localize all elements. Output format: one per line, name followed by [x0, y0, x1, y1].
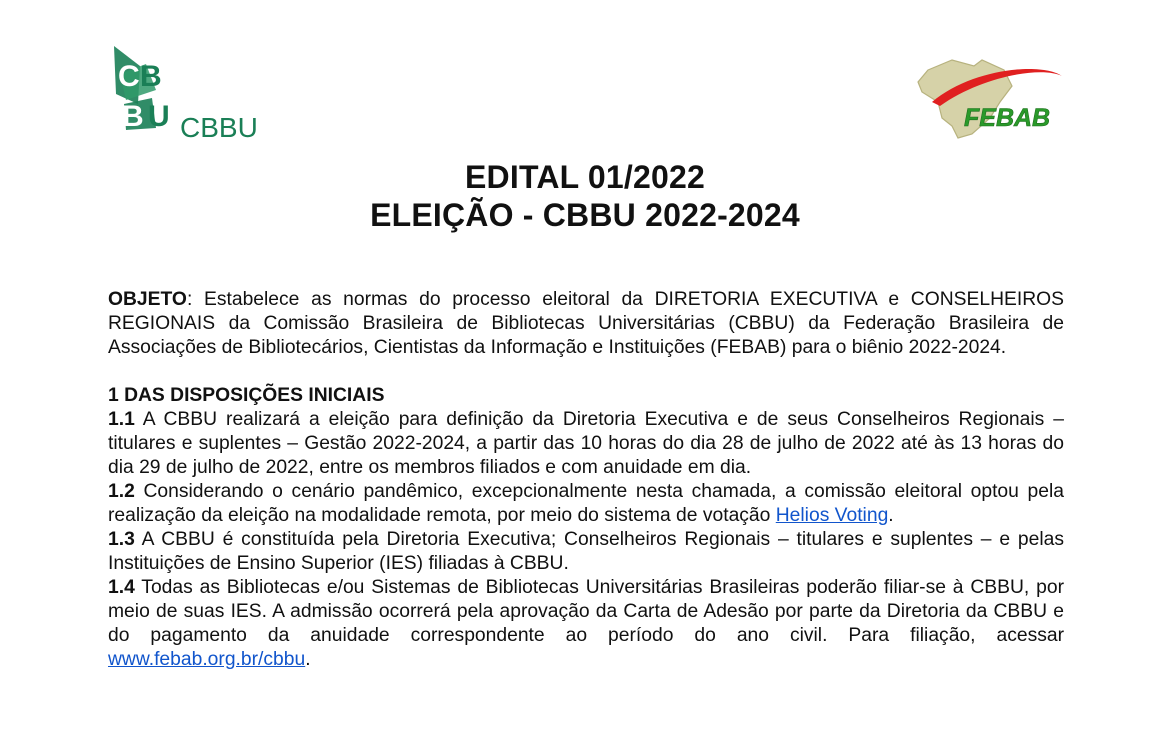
- febab-logo-text: FEBAB: [964, 104, 1051, 132]
- item-text: A CBBU é constituída pela Diretoria Executiva; Conselheiros Regionais – titulares e suplentes – e pelas Instituições de Ensino Superior (IES) filiadas à CBBU.: [108, 529, 1064, 574]
- item-1-4: [108, 576, 1064, 672]
- svg-text:C: C: [118, 60, 140, 93]
- febab-logo-graphic: [912, 56, 1068, 144]
- document-body: [108, 288, 1064, 672]
- item-number: 1.3: [108, 529, 135, 550]
- objeto-text: : Estabelece as normas do processo eleitoral da DIRETORIA EXECUTIVA e CONSELHEIROS REGIONAIS da Comissão Brasileira de Bibliotecas Universitárias (CBBU) da Federação Brasileira de Associações de Bibliotecários, Cientistas da Informação e Instituições (FEBAB) para o biênio 2022-2024.: [108, 289, 1064, 358]
- item-number: 1.1: [108, 409, 135, 430]
- item-text-after: .: [305, 649, 311, 670]
- objeto-paragraph: [108, 288, 1064, 360]
- section-heading: 1 DAS DISPOSIÇÕES INICIAIS: [108, 385, 385, 406]
- svg-text:B: B: [122, 100, 144, 133]
- item-number: 1.2: [108, 481, 135, 502]
- febab-logo: [912, 56, 1068, 144]
- item-text-after: .: [888, 505, 894, 526]
- helios-voting-link[interactable]: Helios Voting: [775, 505, 889, 526]
- febab-cbbu-link[interactable]: www.febab.org.br/cbbu: [108, 649, 306, 670]
- svg-text:B: B: [140, 60, 162, 93]
- title-line-1: EDITAL 01/2022: [465, 159, 705, 195]
- item-1-2: [108, 480, 1064, 528]
- item-text: A CBBU realizará a eleição para definição da Diretoria Executiva e de seus Conselheiros Regionais – titulares e suplentes – Gestão 2022-2024, a partir das 10 horas do dia 28 de julho de 2022 até às 13 horas do dia 29 de julho de 2022, entre os membros filiados e com anuidade em dia.: [108, 409, 1064, 478]
- svg-text:U: U: [148, 100, 170, 133]
- document-title: [0, 158, 1170, 234]
- item-1-1: [108, 408, 1064, 480]
- cbbu-logo: [112, 44, 282, 144]
- objeto-label: OBJETO: [108, 289, 187, 310]
- item-text: Todas as Bibliotecas e/ou Sistemas de Bibliotecas Universitárias Brasileiras poderão filiar-se à CBBU, por meio de suas IES. A admissão ocorrerá pela aprovação da Carta de Adesão por parte da Diretoria da CBBU e do pagamento da anuidade correspondente ao período do ano civil. Para filiação, acessar: [108, 577, 1064, 646]
- cbbu-logo-text: CBBU: [180, 112, 258, 143]
- item-number: 1.4: [108, 577, 135, 598]
- item-text: Considerando o cenário pandêmico, excepcionalmente nesta chamada, a comissão eleitoral optou pela realização da eleição na modalidade remota, por meio do sistema de votação: [108, 481, 1064, 526]
- title-line-2: ELEIÇÃO - CBBU 2022-2024: [370, 197, 800, 233]
- cbbu-logo-graphic: [112, 44, 282, 144]
- item-1-3: [108, 528, 1064, 576]
